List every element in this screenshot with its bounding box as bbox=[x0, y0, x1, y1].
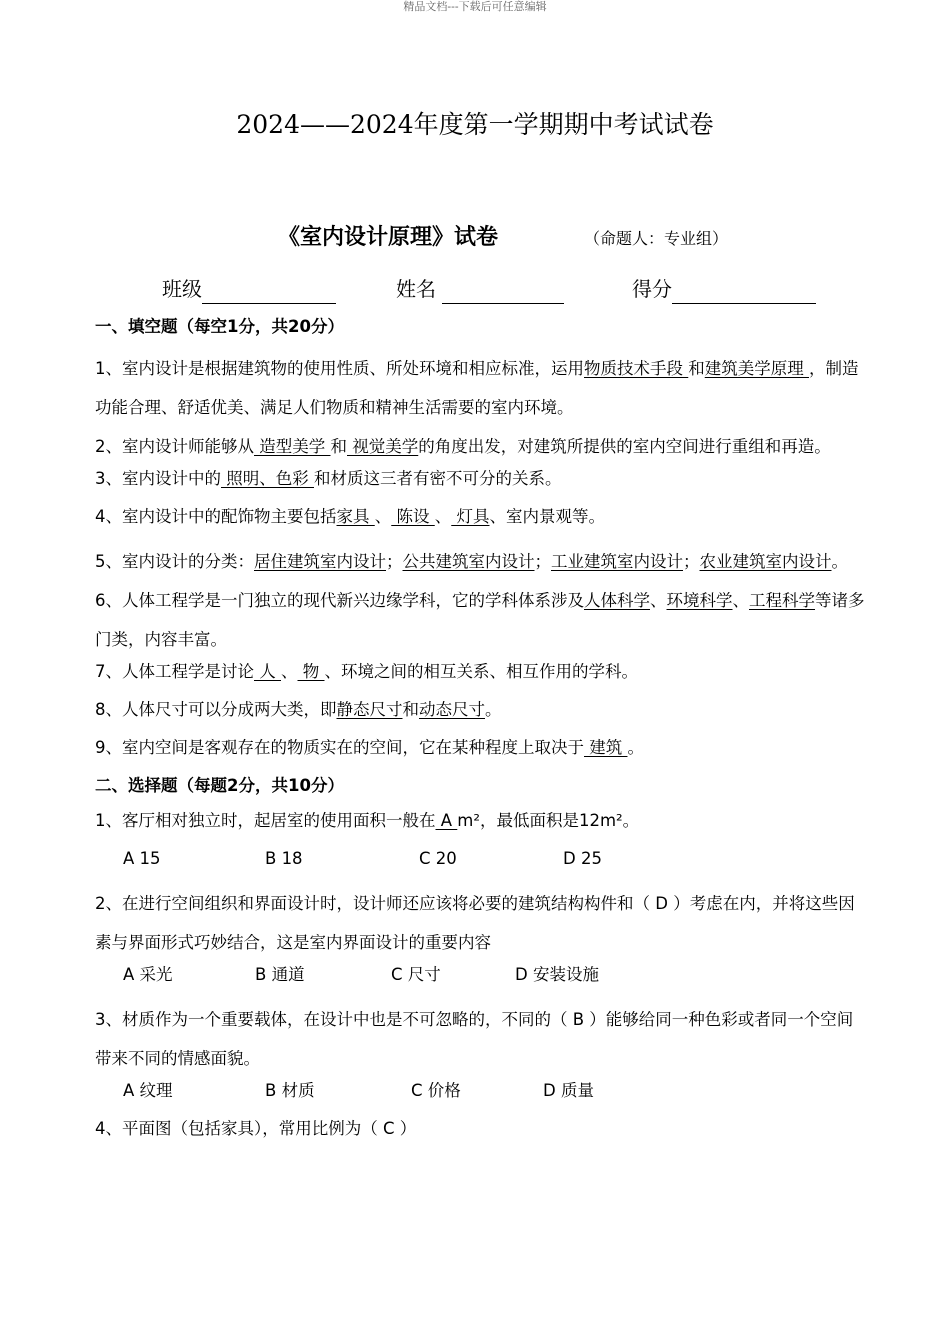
answer-blank: 人 bbox=[254, 662, 281, 681]
choice-options bbox=[95, 846, 865, 872]
fill-blank-question bbox=[95, 697, 865, 723]
answer-blank: 物 bbox=[297, 662, 325, 681]
answer-blank: 农业建筑室内设计 bbox=[699, 552, 832, 571]
question-text: 2、在进行空间组织和界面设计时，设计师还应该将必要的建筑结构构件和（ D ）考虑在内，并将这些因素与界面形式巧妙结合，这是室内界面设计的重要内容 bbox=[95, 894, 855, 952]
question-text: 1、客厅相对独立时，起居室的使用面积一般在 bbox=[95, 811, 436, 830]
question-text: 、 bbox=[374, 507, 392, 526]
multiple-choice-questions bbox=[95, 808, 865, 1142]
question-text: 4、平面图（包括家具），常用比例为（ C ） bbox=[95, 1119, 417, 1138]
fill-blank-questions bbox=[95, 349, 865, 761]
question-text: ； bbox=[534, 552, 551, 571]
question-text: 、 bbox=[434, 507, 452, 526]
section-heading-multiple-choice: 二、选择题（每题2分，共10分） bbox=[95, 776, 344, 795]
class-blank[interactable] bbox=[202, 279, 336, 304]
fill-blank-question bbox=[95, 427, 865, 466]
class-field[interactable] bbox=[162, 274, 336, 304]
score-blank[interactable] bbox=[672, 279, 816, 304]
answer-blank: A bbox=[435, 811, 458, 830]
multiple-choice-question bbox=[95, 808, 865, 834]
multiple-choice-question bbox=[95, 1000, 865, 1078]
fill-blank-question bbox=[95, 735, 865, 761]
question-text: 1、室内设计是根据建筑物的使用性质、所处环境和相应标准，运用 bbox=[95, 359, 584, 378]
answer-blank: 人体科学 bbox=[584, 591, 650, 610]
student-info-row bbox=[0, 274, 950, 306]
question-text: 等诸多门类，内容丰富。 bbox=[95, 591, 865, 649]
answer-blank: 静态尺寸 bbox=[336, 700, 403, 719]
watermark: 精品文档---下载后可任意编辑 bbox=[403, 0, 547, 13]
question-text: ； bbox=[683, 552, 700, 571]
name-label: 姓名 bbox=[396, 277, 436, 301]
page-title: 2024——2024年度第一学期期中考试试卷 bbox=[236, 110, 714, 139]
question-text: 的角度出发，对建筑所提供的室内空间进行重组和再造。 bbox=[418, 437, 831, 456]
question-text: 。 bbox=[627, 738, 644, 757]
score-field[interactable] bbox=[632, 274, 816, 304]
question-text: 3、室内设计中的 bbox=[95, 469, 221, 488]
question-text: 、 bbox=[650, 591, 667, 610]
choice-option[interactable]: B 18 bbox=[265, 849, 303, 868]
question-text: m²，最低面积是12m²。 bbox=[457, 811, 640, 830]
exam-subtitle: 《室内设计原理》试卷 bbox=[278, 225, 499, 250]
answer-blank: 家具 bbox=[336, 507, 375, 526]
question-text: 、室内景观等。 bbox=[489, 507, 605, 526]
answer-blank: 视觉美学 bbox=[347, 437, 419, 456]
choice-option[interactable]: D 质量 bbox=[543, 1081, 594, 1100]
question-text: ，制造功能合理、舒适优美、满足人们物质和精神生活需要的室内环境。 bbox=[95, 359, 859, 417]
question-text: 5、室内设计的分类： bbox=[95, 552, 254, 571]
subtitle-row bbox=[0, 222, 950, 254]
score-label: 得分 bbox=[632, 277, 672, 301]
question-text: 4、室内设计中的配饰物主要包括 bbox=[95, 507, 337, 526]
author-note: （命题人：专业组） bbox=[584, 229, 729, 248]
fill-blank-question bbox=[95, 466, 865, 492]
name-field[interactable] bbox=[396, 274, 564, 304]
fill-blank-question bbox=[95, 504, 865, 530]
multiple-choice-question bbox=[95, 1116, 865, 1142]
exam-content bbox=[95, 314, 865, 1154]
choice-option[interactable]: D 安装设施 bbox=[515, 965, 599, 984]
question-text: 。 bbox=[485, 700, 502, 719]
answer-blank: 动态尺寸 bbox=[419, 700, 485, 719]
answer-blank: 公共建筑室内设计 bbox=[402, 552, 535, 571]
question-text: ； bbox=[386, 552, 403, 571]
choice-option[interactable]: C 价格 bbox=[411, 1081, 461, 1100]
question-text: 和 bbox=[330, 437, 347, 456]
question-text: 和材质这三者有密不可分的关系。 bbox=[314, 469, 562, 488]
answer-blank: 居住建筑室内设计 bbox=[254, 552, 386, 571]
answer-blank: 造型美学 bbox=[254, 437, 331, 456]
name-blank[interactable] bbox=[442, 279, 564, 304]
question-text: 、 bbox=[732, 591, 749, 610]
question-text: 7、人体工程学是讨论 bbox=[95, 662, 254, 681]
question-text: 8、人体尺寸可以分成两大类，即 bbox=[95, 700, 337, 719]
fill-blank-question bbox=[95, 581, 865, 659]
answer-blank: 照明、色彩 bbox=[221, 469, 314, 488]
answer-blank: 建筑美学原理 bbox=[704, 359, 809, 378]
question-text: 2、室内设计师能够从 bbox=[95, 437, 254, 456]
question-text: 3、材质作为一个重要载体，在设计中也是不可忽略的，不同的（ B ）能够给同一种色彩或者同一个空间带来不同的情感面貌。 bbox=[95, 1010, 854, 1068]
choice-option[interactable]: D 25 bbox=[563, 849, 602, 868]
fill-blank-question bbox=[95, 659, 865, 685]
question-text: 和 bbox=[688, 359, 705, 378]
fill-blank-question bbox=[95, 542, 865, 581]
answer-blank: 工业建筑室内设计 bbox=[551, 552, 683, 571]
question-text: 、 bbox=[281, 662, 298, 681]
answer-blank: 物质技术手段 bbox=[584, 359, 689, 378]
answer-blank: 工程科学 bbox=[749, 591, 815, 610]
answer-blank: 环境科学 bbox=[666, 591, 733, 610]
multiple-choice-question bbox=[95, 884, 865, 962]
answer-blank: 灯具 bbox=[451, 507, 490, 526]
choice-options bbox=[95, 1078, 865, 1104]
answer-blank: 陈设 bbox=[391, 507, 435, 526]
question-text: 6、人体工程学是一门独立的现代新兴边缘学科，它的学科体系涉及 bbox=[95, 591, 584, 610]
class-label: 班级 bbox=[162, 277, 202, 301]
question-text: 9、室内空间是客观存在的物质实在的空间，它在某种程度上取决于 bbox=[95, 738, 584, 757]
choice-option[interactable]: A 15 bbox=[123, 849, 161, 868]
question-text: 、环境之间的相互关系、相互作用的学科。 bbox=[324, 662, 638, 681]
fill-blank-question bbox=[95, 349, 865, 427]
choice-option[interactable]: C 尺寸 bbox=[391, 965, 441, 984]
question-text: 。 bbox=[831, 552, 848, 571]
choice-option[interactable]: B 通道 bbox=[255, 965, 305, 984]
choice-options bbox=[95, 962, 865, 988]
question-text: 和 bbox=[402, 700, 419, 719]
answer-blank: 建筑 bbox=[584, 738, 628, 757]
choice-option[interactable]: B 材质 bbox=[265, 1081, 315, 1100]
section-heading-fill-blank: 一、填空题（每空1分，共20分） bbox=[95, 317, 344, 336]
choice-option[interactable]: A 采光 bbox=[123, 965, 173, 984]
choice-option[interactable]: C 20 bbox=[419, 849, 457, 868]
choice-option[interactable]: A 纹理 bbox=[123, 1081, 173, 1100]
